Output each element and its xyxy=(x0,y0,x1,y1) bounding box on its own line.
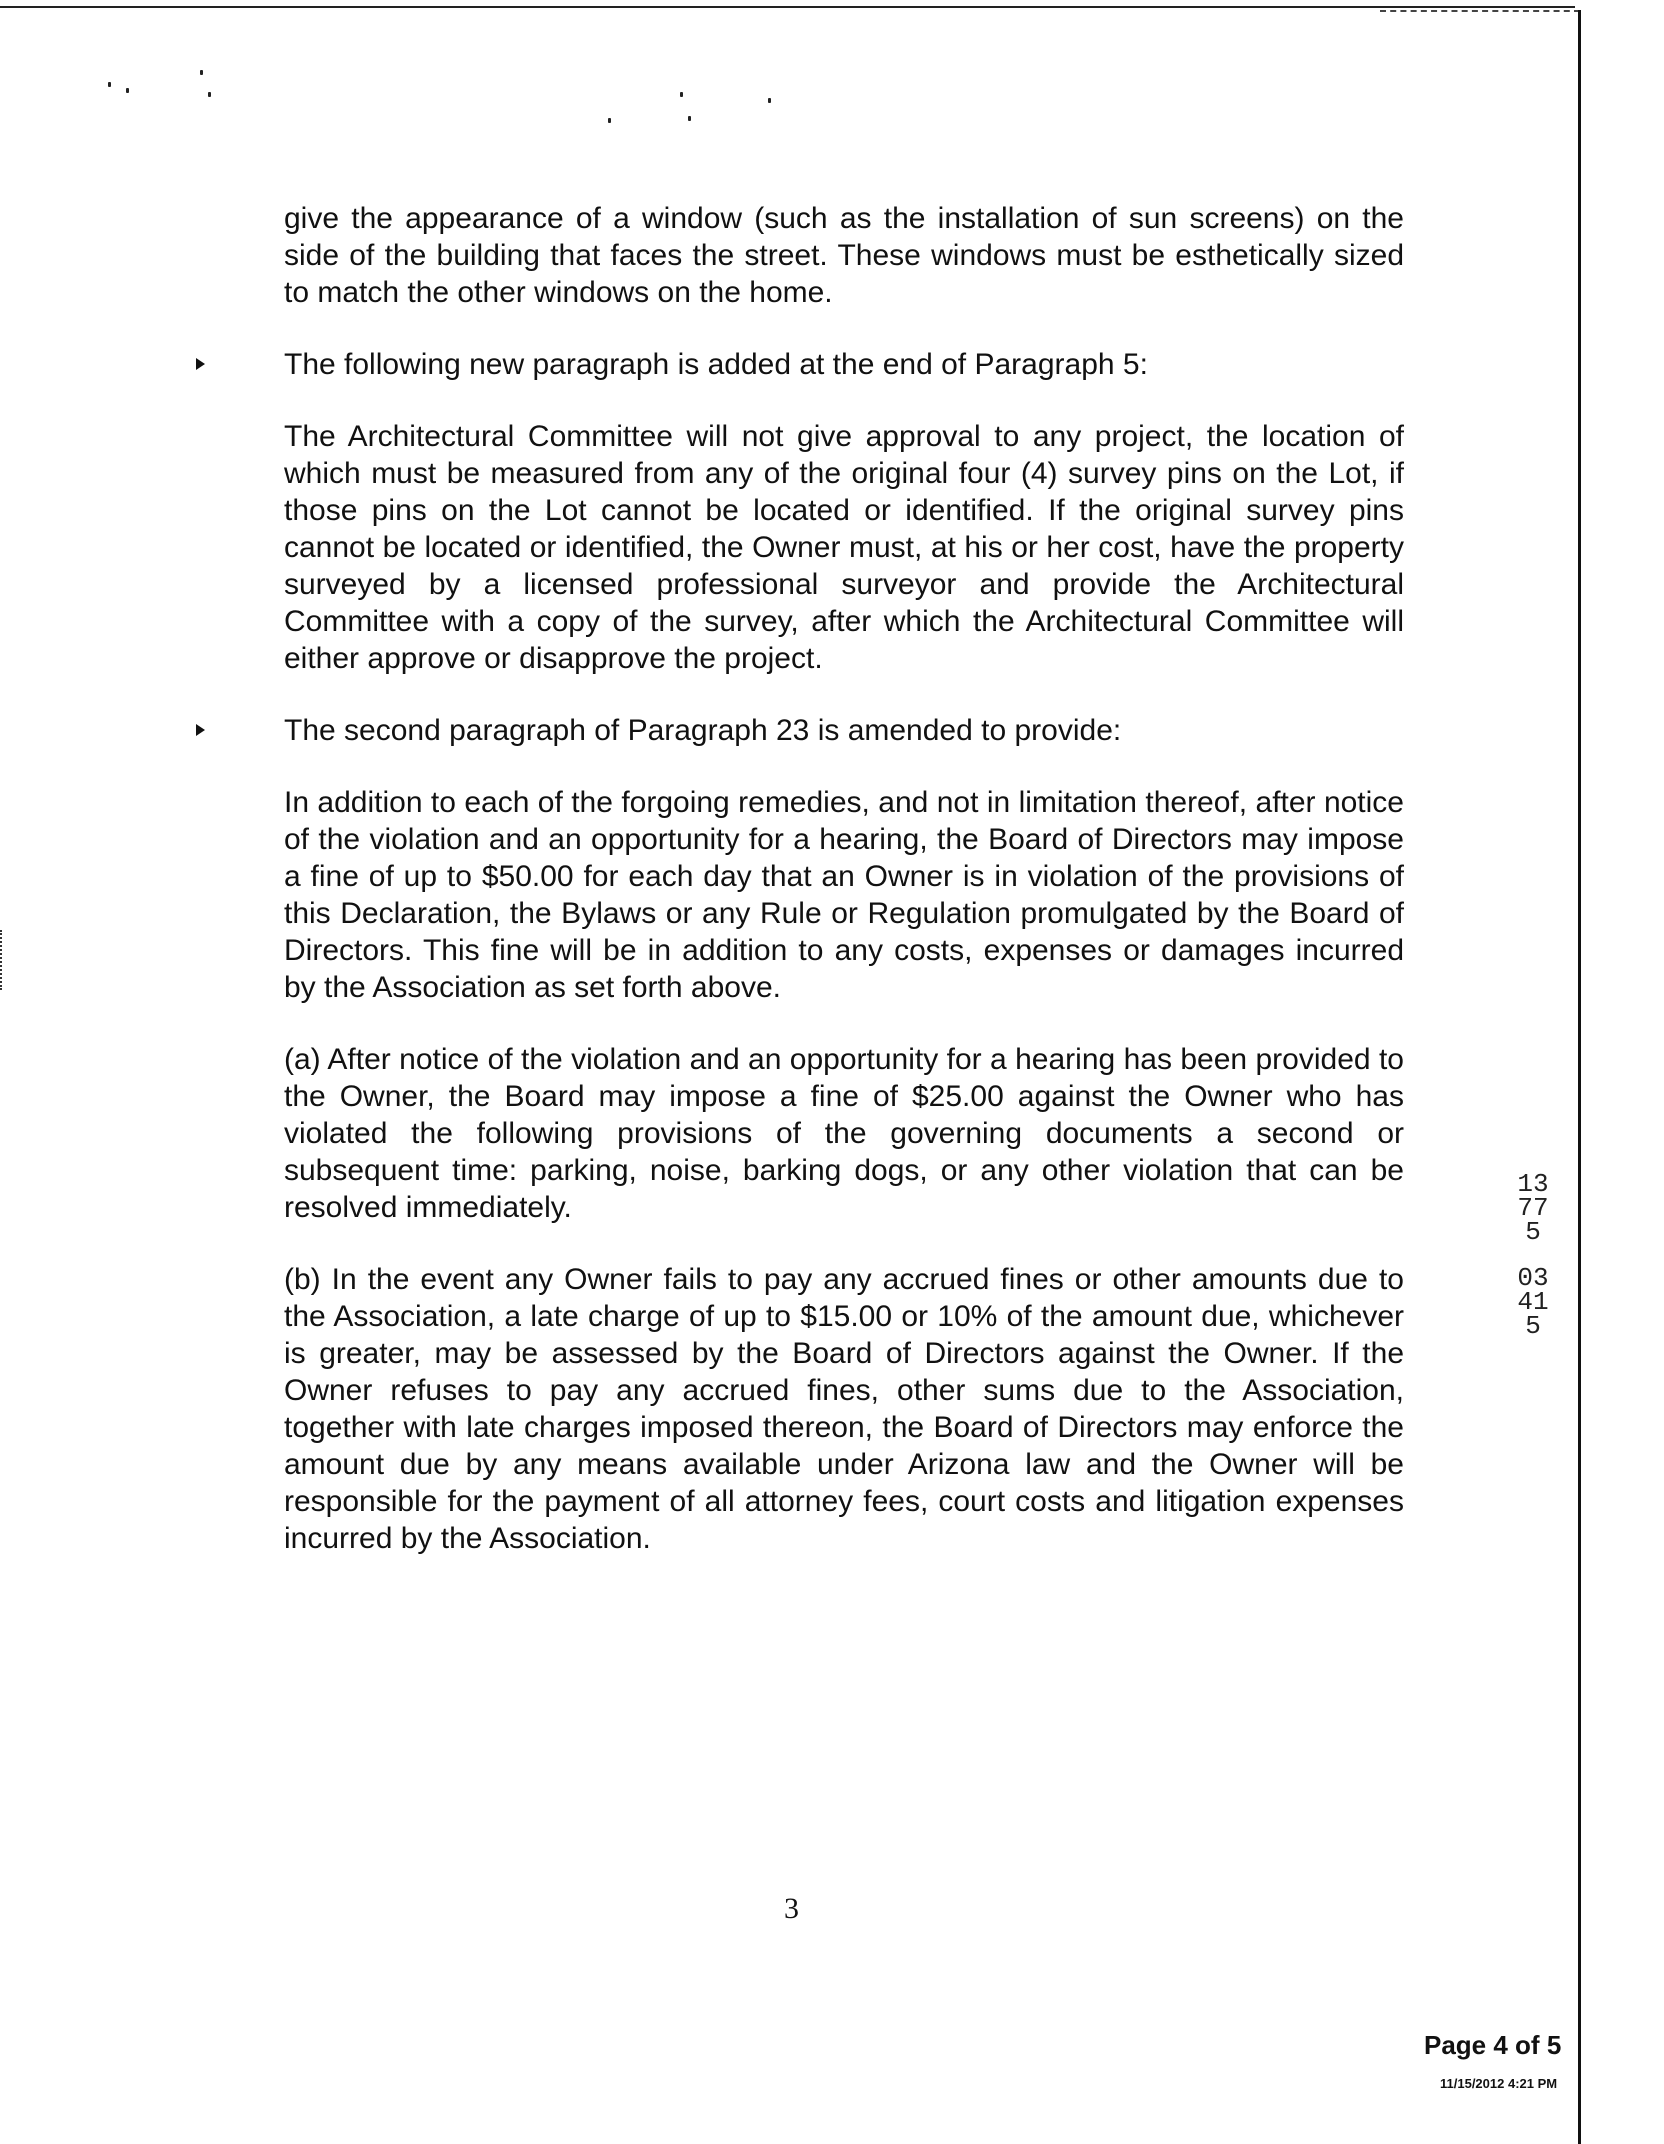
recording-number xyxy=(1516,1169,1550,1341)
scan-left-edge xyxy=(0,930,5,990)
bullet-arrow-icon xyxy=(196,724,205,736)
recording-number-part-2: 03415 xyxy=(1517,1263,1549,1341)
bullet-item-paragraph-5 xyxy=(284,346,1404,383)
scan-speck xyxy=(200,70,203,75)
paragraph-a-fine-25: (a) After notice of the violation and an opportunity for a hearing has been provided to the Owner, the Board may impose a fine of $25.00 against the Owner who has violated the following provisions of the governing documents a second or subsequent time: parking, noise, barking dogs, or any other violation that can be resolved immediately. xyxy=(284,1043,1404,1224)
bullet-text-paragraph-5: The following new paragraph is added at the end of Paragraph 5: xyxy=(284,348,1148,381)
document-body xyxy=(284,200,1404,1557)
scan-speck xyxy=(680,92,683,97)
paragraph-b-late-charge: (b) In the event any Owner fails to pay any accrued fines or other amounts due to the Association, a late charge of up to $15.00 or 10% of the amount due, whichever is greater, may be assessed by the Board of Directors against the Owner. If the Owner refuses to pay any accrued fines, other sums due to the Association, together with late charges imposed thereon, the Board of Directors may enforce the amount due by any means available under Arizona law and the Owner will be responsible for the payment of all attorney fees, court costs and litigation expenses incurred by the Association. xyxy=(284,1263,1404,1555)
scan-speck xyxy=(108,82,111,87)
scan-top-rule xyxy=(0,6,1575,8)
bullet-text-paragraph-23: The second paragraph of Paragraph 23 is amended to provide: xyxy=(284,714,1122,747)
scan-speck xyxy=(208,92,211,97)
scan-speck xyxy=(608,118,611,123)
scan-speck xyxy=(126,88,129,93)
timestamp: 11/15/2012 4:21 PM xyxy=(1440,2076,1558,2091)
page-number: 3 xyxy=(784,1892,799,1925)
paragraph-window-appearance: give the appearance of a window (such as the installation of sun screens) on the side of the building that faces the street. These windows must be esthetically sized to match the other windows on the home. xyxy=(284,202,1404,309)
scan-speck xyxy=(688,116,691,121)
scan-speck xyxy=(768,98,771,103)
paragraph-fines: In addition to each of the forgoing remedies, and not in limitation thereof, after notice of the violation and an opportunity for a hearing, the Board of Directors may impose a fine of up to $50.00 for each day that an Owner is in violation of the provisions of this Declaration, the Bylaws or any Rule or Regulation promulgated by the Board of Directors. This fine will be in addition to any costs, expenses or damages incurred by the Association as set forth above. xyxy=(284,786,1404,1004)
page-indicator: Page 4 of 5 xyxy=(1424,2030,1562,2060)
bullet-item-paragraph-23 xyxy=(284,712,1404,749)
recording-number-part-1: 13775 xyxy=(1517,1169,1549,1247)
scan-top-rule-tail xyxy=(1380,10,1580,12)
bullet-arrow-icon xyxy=(196,358,205,370)
paragraph-architectural-committee: The Architectural Committee will not give approval to any project, the location of which must be measured from any of the original four (4) survey pins on the Lot, if those pins on the Lot cannot be located or identified. If the original survey pins cannot be located or identified, the Owner must, at his or her cost, have the property surveyed by a licensed professional surveyor and provide the Architectural Committee with a copy of the survey, after which the Architectural Committee will either approve or disapprove the project. xyxy=(284,420,1404,675)
scan-right-edge xyxy=(1578,10,1581,2144)
